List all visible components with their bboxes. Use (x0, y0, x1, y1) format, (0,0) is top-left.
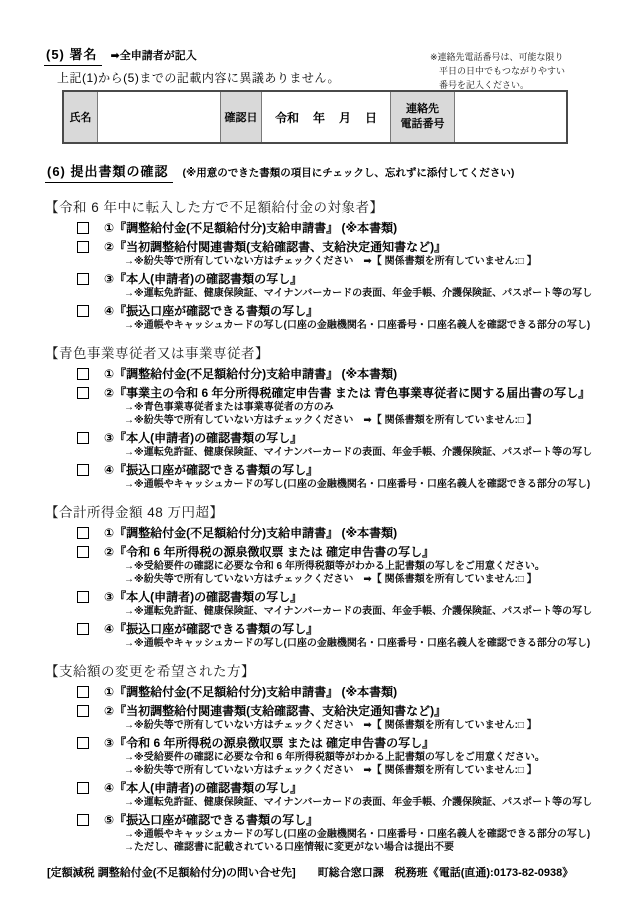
checkbox[interactable] (77, 591, 89, 603)
phone-number-note (430, 51, 565, 93)
checklist-item (77, 704, 610, 732)
item-notes (104, 478, 590, 491)
section6-note: (※用意のできた書類の項目にチェックし、忘れずに添付してください) (182, 167, 515, 179)
checklist-group (45, 660, 610, 854)
checklist-item (77, 781, 610, 809)
item-note: →※運転免許証、健康保険証、マイナンバーカードの表面、年金手帳、介護保険証、パスポート等の写し (124, 447, 593, 458)
item-note: →ただし、確認書に記載されている口座情報に変更がない場合は提出不要 (124, 842, 454, 853)
item-label: ①『調整給付金(不足額給付分)支給申請書』 (※本書類) (104, 526, 398, 540)
item-label: ⑤『振込口座が確認できる書類の写し』 (104, 813, 319, 827)
group-items (45, 221, 610, 332)
checklist-item (77, 526, 610, 541)
item-notes (104, 287, 592, 300)
checklist-item (77, 622, 610, 650)
checkbox[interactable] (77, 241, 89, 253)
item-notes (104, 719, 537, 732)
item-note: →※紛失等で所有していない方はチェックください ➡【 関係書類を所有していません:□ 】 (124, 256, 537, 267)
item-label: ②『令和 6 年所得税の源泉徴収票 または 確定申告書の写し』 (104, 545, 435, 559)
item-notes (104, 446, 592, 459)
phone-note-line: 平日の日中でもつながりやすい (439, 65, 566, 76)
phone-note-line: ※連絡先電話番号は、可能な限り (430, 52, 564, 62)
checkbox[interactable] (77, 546, 89, 558)
item-label: ②『事業主の令和 6 年分所得税確定申告書 または 青色事業専従者に関する届出書の写し』 (104, 386, 591, 400)
section6 (45, 161, 610, 864)
section6-header (45, 161, 610, 183)
item-notes (104, 637, 590, 650)
checkbox[interactable] (77, 527, 89, 539)
checklist-item (77, 685, 610, 700)
item-note: →※通帳やキャッシュカードの写し(口座の金融機関名・口座番号・口座名義人を確認できる部分の写し) (124, 638, 591, 649)
item-notes (104, 751, 545, 777)
month-label: 月 (338, 110, 351, 125)
checkbox[interactable] (77, 222, 89, 234)
signature-statement: 上記(1)から(5)までの記載内容に異議ありません。 (57, 71, 341, 85)
checklist-item (77, 463, 610, 491)
item-note: →※紛失等で所有していない方はチェックください ➡【 関係書類を所有していません:□ 】 (124, 720, 537, 731)
item-label: ①『調整給付金(不足額給付分)支給申請書』 (※本書類) (104, 367, 398, 381)
item-notes (104, 319, 590, 332)
checkbox[interactable] (77, 432, 89, 444)
checkbox[interactable] (77, 368, 89, 380)
signature-table (62, 90, 568, 144)
checklist-item (77, 304, 610, 332)
contact-footer: [定額減税 調整給付金(不足額給付分)の問い合せ先] 町総合窓口課 税務班《電話(直通):0173-82-0938》 (47, 867, 574, 879)
year-label: 年 (312, 110, 325, 125)
checkbox[interactable] (77, 305, 89, 317)
checklist-item (77, 431, 610, 459)
item-note: →※運転免許証、健康保険証、マイナンバーカードの表面、年金手帳、介護保険証、パスポート等の写し (124, 797, 593, 808)
checklist-group (45, 342, 610, 491)
name-input-cell[interactable] (97, 92, 220, 142)
item-label: ③『令和 6 年所得税の源泉徴収票 または 確定申告書の写し』 (104, 736, 435, 750)
group-header: 【支給額の変更を希望された方】 (45, 664, 255, 679)
item-label: ④『振込口座が確認できる書類の写し』 (104, 463, 319, 477)
section5-title: (5) 署名 (44, 44, 102, 66)
checklist-item (77, 221, 610, 236)
checklist-group (45, 196, 610, 332)
checklist-group (45, 501, 610, 650)
checklist-item (77, 240, 610, 268)
checkbox[interactable] (77, 464, 89, 476)
item-note: →※通帳やキャッシュカードの写し(口座の金融機関名・口座番号・口座名義人を確認できる部分の写し) (124, 829, 591, 840)
group-items (45, 685, 610, 854)
checklist-item (77, 736, 610, 777)
phone-input-cell[interactable] (454, 92, 566, 142)
item-notes (104, 796, 592, 809)
item-note: →※紛失等で所有していない方はチェックください ➡【 関係書類を所有していません:□ 】 (124, 765, 537, 776)
section5-arrow-note: ➡全申請者が記入 (110, 50, 197, 62)
item-label: ③『本人(申請者)の確認書類の写し』 (104, 590, 303, 604)
group-items (45, 367, 610, 491)
checklist-item (77, 367, 610, 382)
item-note: →※通帳やキャッシュカードの写し(口座の金融機関名・口座番号・口座名義人を確認できる部分の写し) (124, 479, 591, 490)
name-label-cell: 氏名 (64, 92, 97, 142)
item-notes (104, 255, 537, 268)
item-note: →※通帳やキャッシュカードの写し(口座の金融機関名・口座番号・口座名義人を確認できる部分の写し) (124, 320, 591, 331)
contact-label-line2: 電話番号 (400, 118, 445, 130)
item-label: ④『振込口座が確認できる書類の写し』 (104, 304, 319, 318)
item-label: ②『当初調整給付関連書類(支給確認書、支給決定通知書など)』 (104, 240, 447, 254)
checklist-item (77, 272, 610, 300)
item-notes (104, 605, 592, 618)
checklist-item (77, 590, 610, 618)
date-input-cell[interactable] (261, 92, 390, 142)
group-header: 【青色事業専従者又は事業専従者】 (45, 346, 269, 361)
day-label: 日 (364, 110, 377, 125)
item-note: →※運転免許証、健康保険証、マイナンバーカードの表面、年金手帳、介護保険証、パスポート等の写し (124, 606, 593, 617)
checkbox[interactable] (77, 737, 89, 749)
era-label: 令和 (275, 110, 300, 125)
item-note: →※受給要件の確認に必要な令和 6 年所得税額等がわかる上記書類の写しをご用意ください。 (124, 752, 545, 763)
item-note: →※紛失等で所有していない方はチェックください ➡【 関係書類を所有していません:□ 】 (124, 574, 537, 585)
document-groups (45, 196, 610, 854)
checkbox[interactable] (77, 686, 89, 698)
item-note: →※青色事業専従者または事業専従者の方のみ (124, 402, 334, 413)
group-items (45, 526, 610, 650)
checklist-item (77, 545, 610, 586)
checkbox[interactable] (77, 273, 89, 285)
item-label: ③『本人(申請者)の確認書類の写し』 (104, 431, 303, 445)
contact-label-line1: 連絡先 (406, 103, 439, 116)
item-label: ③『本人(申請者)の確認書類の写し』 (104, 272, 303, 286)
item-label: ②『当初調整給付関連書類(支給確認書、支給決定通知書など)』 (104, 704, 447, 718)
contact-label-cell (390, 92, 454, 142)
item-note: →※受給要件の確認に必要な令和 6 年所得税額等がわかる上記書類の写しをご用意ください。 (124, 561, 545, 572)
checklist-item (77, 386, 610, 427)
item-notes (104, 828, 590, 854)
checkbox[interactable] (77, 782, 89, 794)
section6-title: (6) 提出書類の確認 (45, 161, 173, 183)
group-header: 【令和 6 年中に転入した方で不足額給付金の対象者】 (45, 200, 384, 215)
item-notes (104, 560, 545, 586)
checklist-item (77, 813, 610, 854)
checkbox[interactable] (77, 705, 89, 717)
checkbox[interactable] (77, 387, 89, 399)
item-notes (104, 401, 590, 427)
group-header: 【合計所得金額 48 万円超】 (45, 505, 224, 520)
item-label: ①『調整給付金(不足額給付分)支給申請書』 (※本書類) (104, 685, 398, 699)
item-note: →※運転免許証、健康保険証、マイナンバーカードの表面、年金手帳、介護保険証、パスポート等の写し (124, 288, 593, 299)
checkbox[interactable] (77, 623, 89, 635)
item-label: ④『振込口座が確認できる書類の写し』 (104, 622, 319, 636)
item-label: ①『調整給付金(不足額給付分)支給申請書』 (※本書類) (104, 221, 398, 235)
item-note: →※紛失等で所有していない方はチェックください ➡【 関係書類を所有していません:□ 】 (124, 415, 537, 426)
section5-header (44, 44, 197, 66)
checkbox[interactable] (77, 814, 89, 826)
confirm-date-label-cell: 確認日 (220, 92, 261, 142)
phone-note-line: 番号を記入ください。 (439, 79, 530, 90)
item-label: ④『本人(申請者)の確認書類の写し』 (104, 781, 303, 795)
